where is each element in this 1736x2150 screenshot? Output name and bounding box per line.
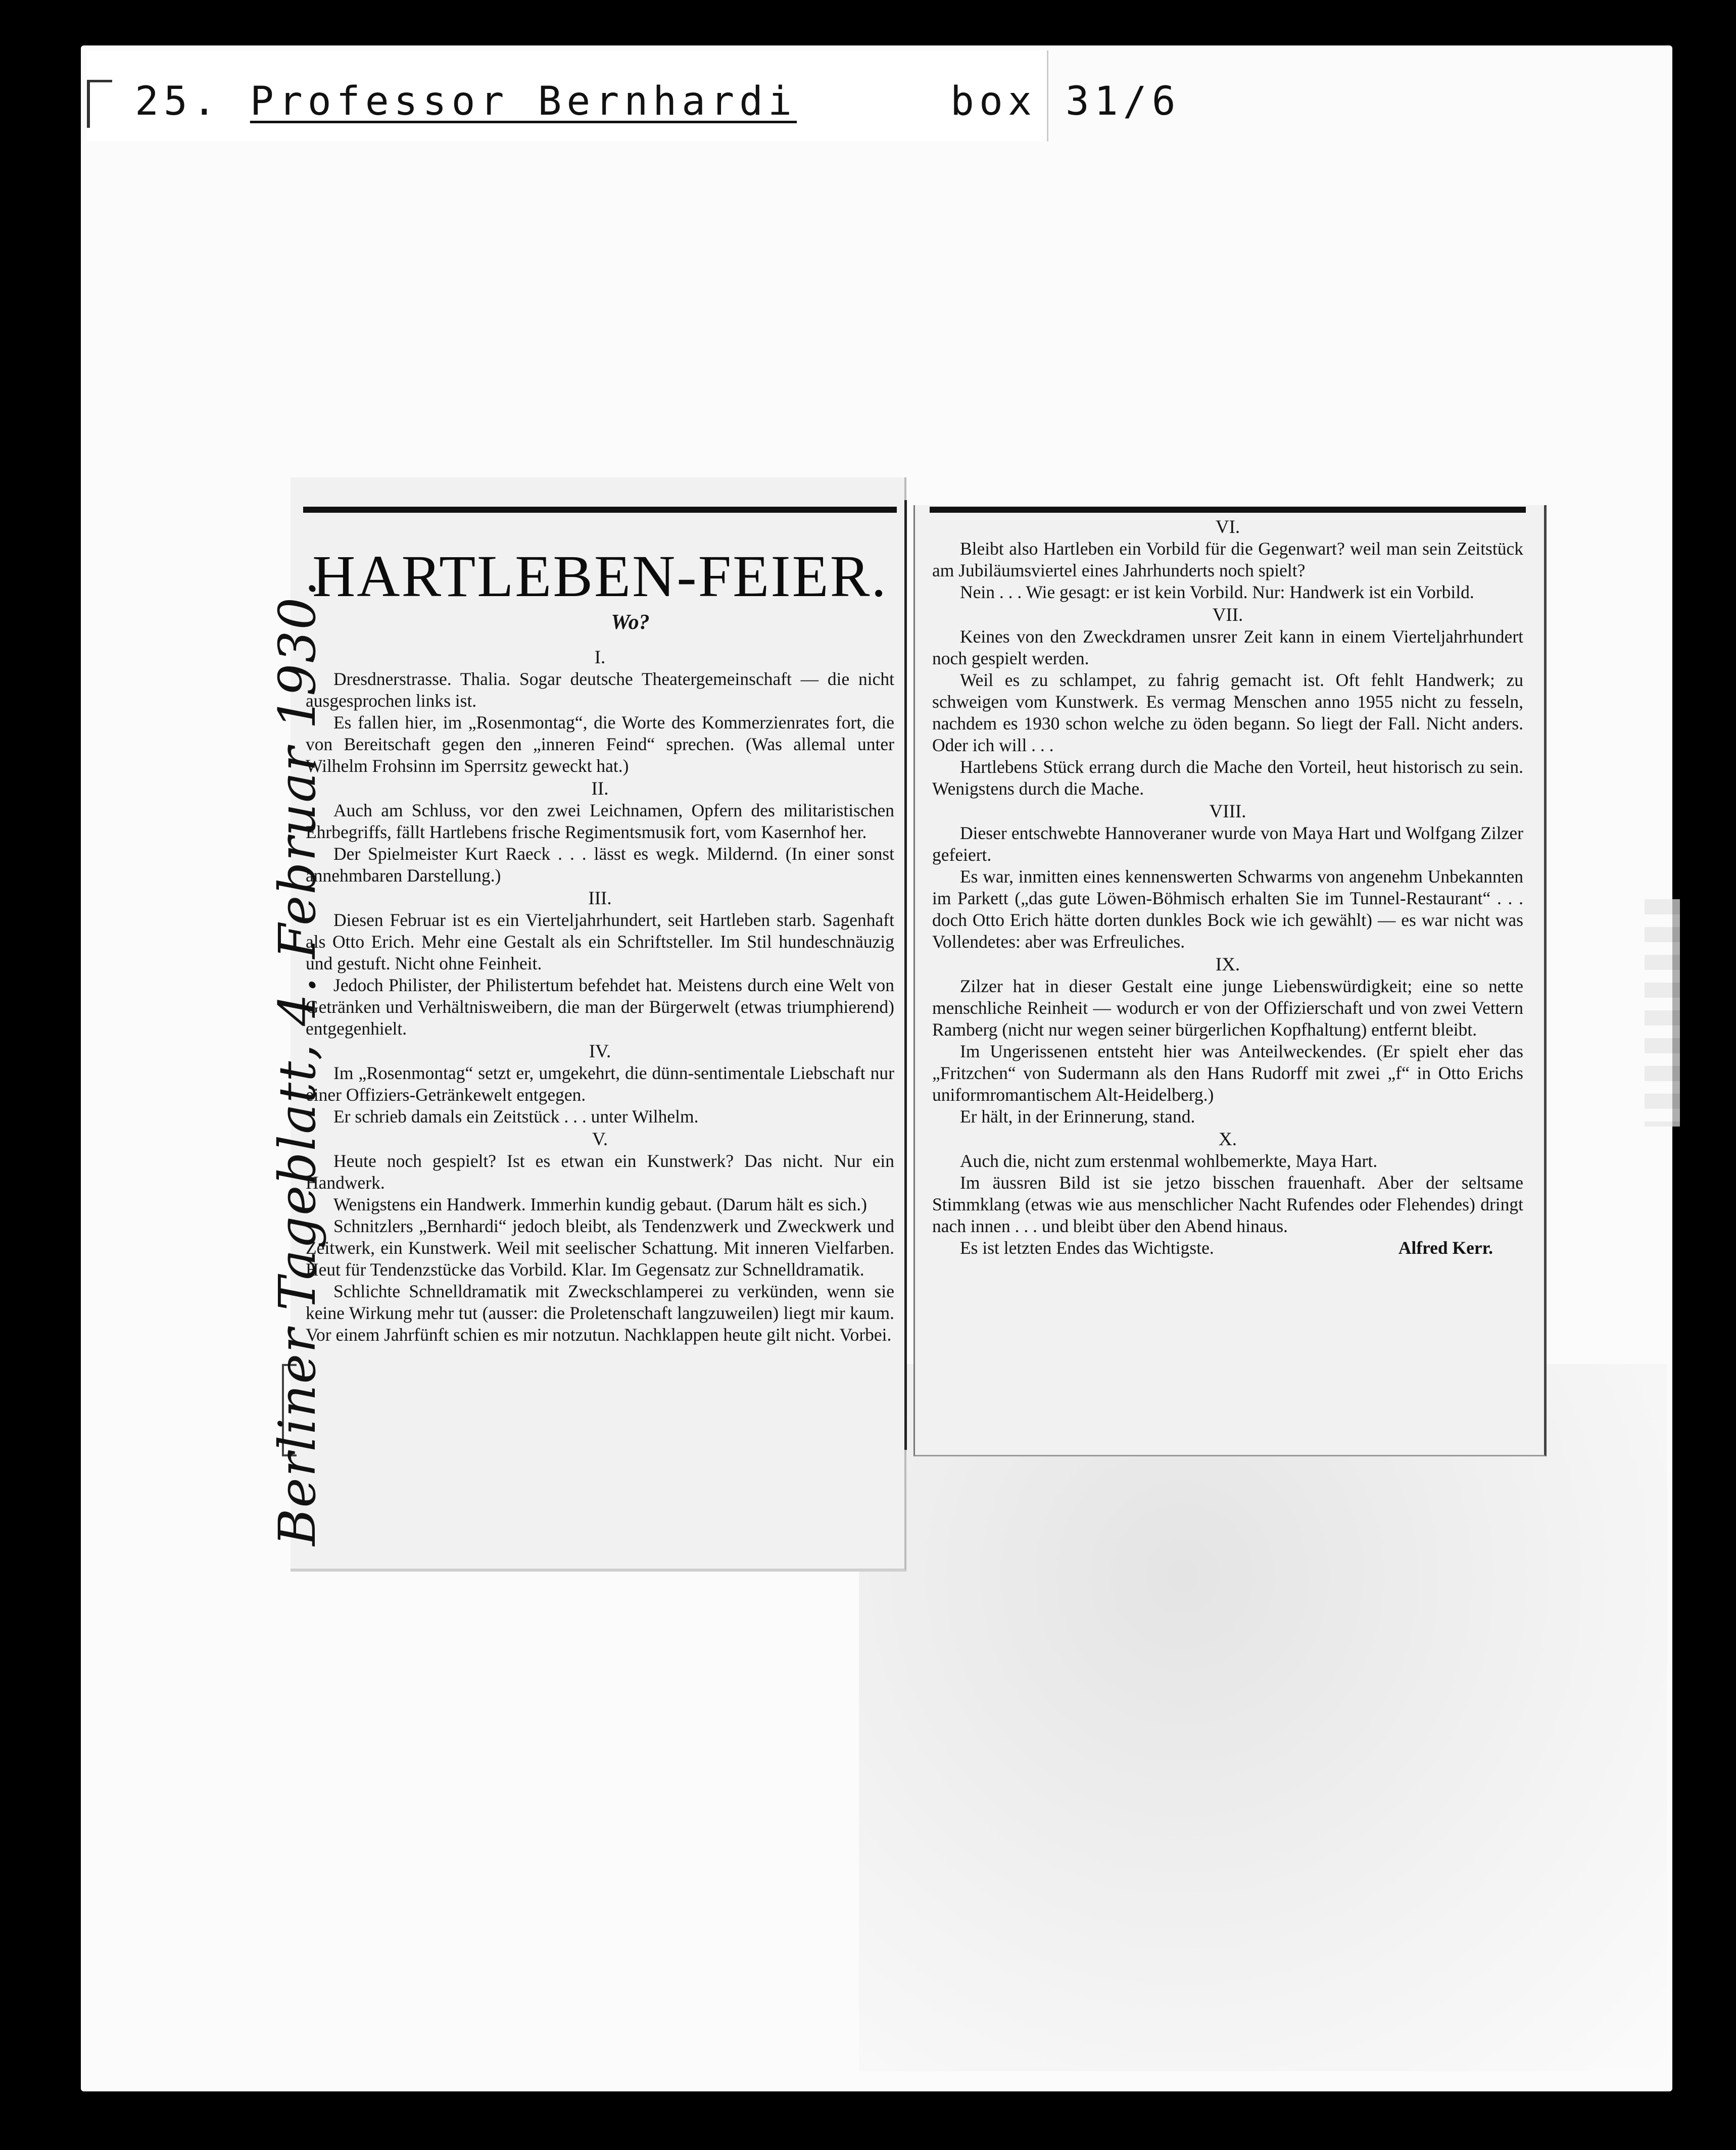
article-paragraph: Schnitzlers „Bernhardi“ jedoch bleibt, als Tendenzwerk und Zweckwerk und Zeitwerk, ein Kunstwerk. Weil mit seelischer Schattung. Mit inneren Vielfarben. Heut für Tendenzstücke das Vorbild. Klar. Im Gegensatz zur Schnelldramatik. <box>306 1216 894 1280</box>
article-paragraph: Auch die, nicht zum erstenmal wohlbemerkte, Maya Hart. <box>960 1151 1378 1171</box>
header-number: 25. <box>135 79 221 124</box>
section-number: II. <box>591 778 609 799</box>
article-paragraph: Er schrieb damals ein Zeitstück . . . unter Wilhelm. <box>333 1106 699 1127</box>
article-paragraph: Bleibt also Hartleben ein Vorbild für die Gegenwart? weil man sein Zeitstück am Jubiläumsviertel eines Jahrhunderts noch spielt? <box>932 539 1523 580</box>
corner-mark-top <box>87 80 112 82</box>
section-number: IV. <box>589 1041 611 1062</box>
article-paragraph: Auch am Schluss, vor den zwei Leichnamen, Opfern des militaristischen Ehrbegriffs, fällt Hartlebens frische Regimentsmusik fort, vom Kasernhof her. <box>306 800 894 842</box>
article-paragraph: Im Ungerissenen entsteht hier was Anteilweckendes. (Er spielt eher das „Fritzchen“ von Sudermann als den Hans Rudorff mit zwei „f“ in Otto Erichs uniformromantischem Alt-Heidelberg.) <box>932 1041 1523 1105</box>
column-rule-right <box>930 507 1526 513</box>
section-number: X. <box>1219 1129 1237 1150</box>
article-paragraph: Keines von den Zweckdramen unsrer Zeit kann in einem Vierteljahrhundert noch gespielt werden. <box>932 626 1523 668</box>
paper-shadow <box>859 1364 1667 2071</box>
closing-text: Es ist letzten Endes das Wichtigste. <box>960 1238 1214 1258</box>
section-number: VI. <box>1215 517 1240 538</box>
column-divider <box>904 500 907 1450</box>
article-paragraph: Im „Rosenmontag“ setzt er, umgekehrt, die dünn-sentimentale Liebschaft nur einer Offiziers-Getränkewelt entgegen. <box>306 1063 894 1105</box>
closing-line <box>932 1237 1523 1259</box>
article-paragraph: Im äussren Bild ist sie jetzo bisschen frauenhaft. Aber der seltsame Stimmklang (etwas wie aus menschlicher Nacht Rufendes oder Flehendes) dringt nach innen . . . und bleibt über den Abend hinaus. <box>932 1172 1523 1236</box>
article-paragraph: Der Spielmeister Kurt Raeck . . . lässt es wegk. Mildernd. (In einer sonst annehmbaren Darstellung.) <box>306 844 894 886</box>
article-paragraph: Weil es zu schlampet, zu fahrig gemacht ist. Oft fehlt Handwerk; zu schweigen vom Kunstwerk. Es vermag Menschen anno 1955 nicht zu fesseln, nachdem es 1930 schon welche zu öden begann. So liegt der Fall. Nicht anders. Oder ich will . . . <box>932 670 1523 755</box>
article-author: Alfred Kerr. <box>1398 1238 1493 1258</box>
article-paragraph: Heute noch gespielt? Ist es etwan ein Kunstwerk? Das nicht. Nur ein Handwerk. <box>306 1151 894 1193</box>
article-paragraph: Schlichte Schnelldramatik mit Zweckschlamperei zu verkünden, wenn sie keine Wirkung mehr tut (ausser: die Proletenschaft langzuweilen) liegt mir kaum. Vor einem Jahrfünft schien es mir notzutun. Nachklappen heute gilt nicht. Vorbei. <box>306 1281 894 1345</box>
column-rule-left <box>303 507 897 513</box>
handwritten-source-note: Berliner Tageblatt, 4. Februar 1930. <box>268 579 327 1546</box>
section-number: VIII. <box>1209 801 1246 822</box>
article-paragraph: Zilzer hat in dieser Gestalt eine junge Liebenswürdigkeit; eine so nette menschliche Reinheit — wodurch er von der Offizierschaft und von zwei Vettern Ramberg (nicht nur wegen seiner bürgerlichen Kopfhaltung) entfernt bleibt. <box>932 976 1523 1040</box>
section-number: V. <box>592 1129 608 1150</box>
article-paragraph: Wenigstens ein Handwerk. Immerhin kundig gebaut. (Darum hält es sich.) <box>333 1194 867 1214</box>
article-subheadline: Wo? <box>611 611 650 634</box>
article-right-column <box>932 515 1523 1259</box>
article-paragraph: Nein . . . Wie gesagt: er ist kein Vorbild. Nur: Handwerk ist ein Vorbild. <box>960 582 1474 602</box>
section-number: IX. <box>1215 954 1240 975</box>
article-left-column <box>306 518 894 1346</box>
corner-mark <box>87 80 90 128</box>
article-headline: HARTLEBEN-FEIER. <box>312 543 888 609</box>
article-paragraph: Dieser entschwebte Hannoveraner wurde von Maya Hart und Wolfgang Zilzer gefeiert. <box>932 823 1523 865</box>
article-paragraph: Hartlebens Stück errang durch die Mache den Vorteil, heut historisch zu sein. Wenigstens durch die Mache. <box>932 757 1523 799</box>
article-paragraph: Es fallen hier, im „Rosenmontag“, die Worte des Kommerzienrates fort, die von Bereitschaft gegen den „inneren Feind“ sprechen. (Was allemal unter Wilhelm Frohsinn im Sperrsitz geweckt hat.) <box>306 712 894 776</box>
header-box: box 31/6 <box>950 79 1181 124</box>
article-paragraph: Es war, inmitten eines kennenswerten Schwarms von angenehm Unbekannten im Parkett („das gute Löwen-Böhmisch erhalten Sie im Tunnel-Restaurant“ . . . doch Otto Erich hätte dorten dunkles Bock wie ich gewählt) — es war nicht was Vollendetes: aber was Erfreuliches. <box>932 866 1523 952</box>
left-column-body <box>306 647 894 1346</box>
right-column-body <box>932 516 1523 1237</box>
article-paragraph: Diesen Februar ist es ein Vierteljahrhundert, seit Hartleben starb. Sagenhaft als Otto Erich. Mehr eine Gestalt als ein Schriftsteller. Im Stil hundeschnäuzig und gestuft. Nicht ohne Feinheit. <box>306 910 894 973</box>
article-paragraph: Er hält, in der Erinnerung, stand. <box>960 1106 1195 1127</box>
header-title: Professor Bernhardi <box>250 79 797 124</box>
section-number: VII. <box>1212 605 1243 625</box>
header-label <box>135 79 1181 124</box>
archive-header <box>87 51 1181 141</box>
section-number: I. <box>594 647 606 668</box>
section-number: III. <box>588 888 612 909</box>
article-paragraph: Dresdnerstrasse. Thalia. Sogar deutsche Theatergemeinschaft — die nicht ausgesprochen links ist. <box>306 669 894 711</box>
margin-pencil-mark <box>1645 899 1680 1127</box>
article-paragraph: Jedoch Philister, der Philistertum befehdet hat. Meistens durch eine Welt von Getränken und Verhältnisweibern, die man der Bürgerwelt (etwas triumphierend) entgegenhielt. <box>306 975 894 1039</box>
